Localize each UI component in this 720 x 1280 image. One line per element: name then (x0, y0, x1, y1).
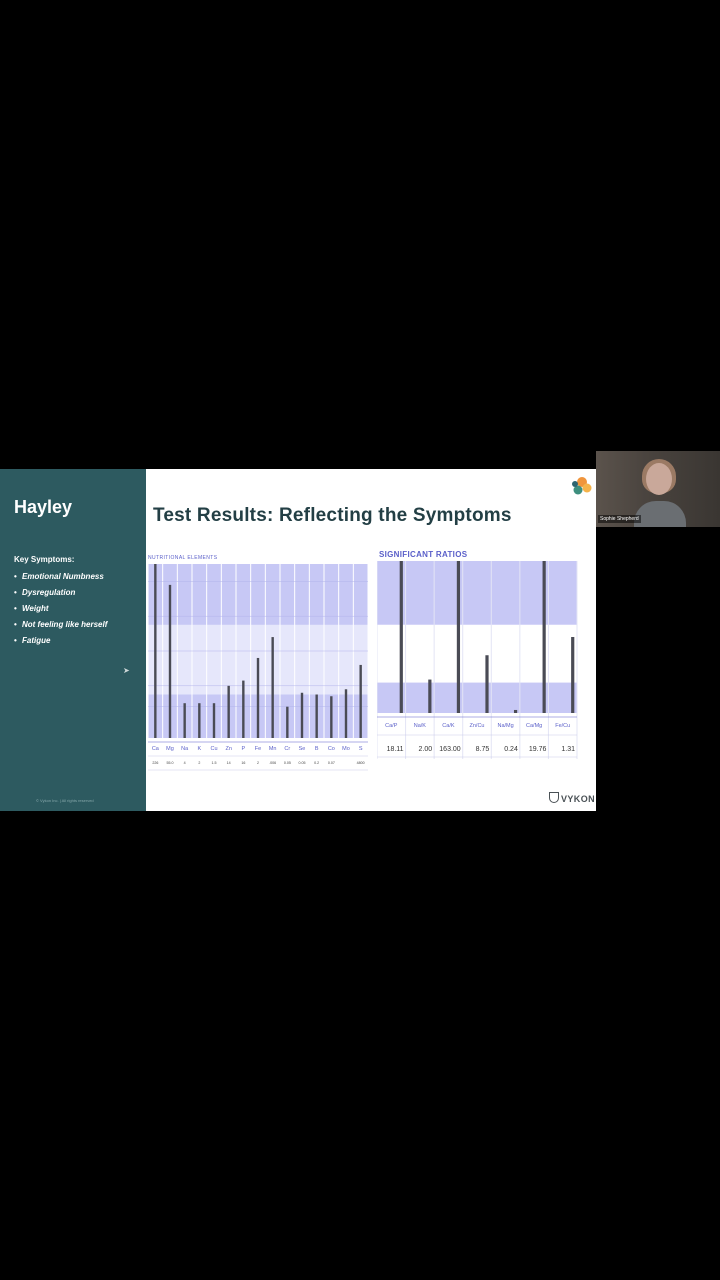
chart-value-label: 55.0 (166, 761, 174, 765)
chart-value-label: 2 (198, 761, 201, 765)
chart-band (377, 561, 577, 625)
shield-icon (549, 792, 559, 803)
chart-category-label: Na (181, 746, 189, 752)
chart-value-label: 0.05 (298, 761, 306, 765)
nutritional-elements-title: NUTRITIONAL ELEMENTS (148, 555, 218, 561)
significant-ratios-title: SIGNIFICANT RATIOS (379, 550, 468, 559)
chart-band (148, 564, 368, 625)
chart-bar (359, 665, 361, 738)
chart-bar (271, 637, 273, 738)
chart-category-label: Ca (151, 746, 159, 752)
chart-category-label: Fe (254, 746, 262, 752)
symptom-item: • Emotional Numbness (14, 572, 104, 581)
chart-bar (301, 693, 303, 738)
chart-category-label: Mo (342, 746, 350, 752)
chart-bar (198, 703, 200, 738)
chart-category-label: Mn (268, 746, 277, 752)
chart-value-label: 0.07 (327, 761, 335, 765)
chart-band (377, 625, 577, 683)
chart-category-label: P (241, 746, 246, 752)
chart-category-label: Na/K (413, 723, 426, 729)
chart-value-label: 1.31 (561, 746, 575, 753)
chart-bar (485, 655, 488, 713)
patient-name: Hayley (14, 497, 73, 517)
chart-value-label: 0.2 (314, 761, 320, 765)
participant-video-tile[interactable] (596, 451, 720, 527)
chart-value-label: 2 (257, 761, 259, 765)
brand-logo-icon (570, 475, 592, 497)
chart-value-label: 2.00 (418, 746, 433, 753)
slide-sidebar (0, 469, 146, 811)
chart-category-label: Mg (166, 746, 174, 752)
chart-band (377, 683, 577, 713)
chart-value-label: 8.75 (475, 746, 490, 753)
chart-value-label: 4 (183, 761, 186, 765)
chart-value-label: 14 (226, 761, 231, 765)
chart-category-label: Na/Mg (497, 723, 514, 729)
chart-bar (286, 707, 288, 738)
chart-category-label: Cu (210, 746, 218, 752)
chart-value-label: 19.76 (528, 746, 547, 753)
symptom-list (14, 572, 107, 652)
participant-name-label: Sophie Shepherd (600, 516, 639, 522)
mouse-cursor-icon: ➤ (123, 666, 130, 675)
chart-bar (227, 686, 229, 738)
symptom-item: • Fatigue (14, 636, 51, 645)
chart-value-label: 1.5 (211, 761, 217, 765)
chart-bar (514, 710, 517, 713)
chart-bar (183, 703, 185, 738)
chart-category-label: Se (298, 746, 306, 752)
chart-bar (315, 695, 317, 739)
chart-category-label: S (358, 746, 363, 752)
chart-value-label: 18.11 (386, 746, 404, 753)
chart-category-label: Ca/K (442, 723, 455, 729)
chart-bar (213, 703, 215, 738)
chart-value-label: .006 (269, 761, 277, 765)
chart-category-label: Fe/Cu (555, 723, 571, 729)
chart-bar (428, 680, 431, 713)
chart-category-label: Cr (284, 746, 291, 752)
chart-bar (543, 561, 546, 713)
chart-category-label: Zn (225, 746, 232, 752)
chart-bar (330, 696, 332, 738)
key-symptoms-label: Key Symptoms: (14, 555, 75, 564)
chart-value-label: 16 (241, 761, 246, 765)
chart-category-label: Co (327, 746, 335, 752)
nutritional-elements-chart (148, 564, 370, 786)
chart-bar (457, 561, 460, 713)
chart-category-label: Ca/P (385, 723, 398, 729)
chart-bar (154, 564, 156, 738)
chart-bar (345, 689, 347, 738)
brand-wordmark: VYKON (549, 792, 595, 804)
chart-value-label: 226 (152, 761, 159, 765)
chart-bar (571, 637, 574, 713)
symptom-item: • Weight (14, 604, 49, 613)
slide-title: Test Results: Reflecting the Symptoms (153, 505, 512, 526)
chart-value-label: 163.00 (439, 746, 461, 753)
chart-category-label: B (314, 746, 319, 752)
chart-bar (257, 658, 259, 738)
chart-value-label: 0.24 (504, 746, 518, 753)
chart-category-label: K (197, 746, 202, 752)
symptom-item: • Not feeling like herself (14, 620, 108, 629)
copyright-footnote: © Vykon Inc. | All rights reserved (36, 798, 94, 803)
symptom-item: • Dysregulation (14, 588, 76, 597)
chart-value-label: 4800 (356, 761, 365, 765)
presentation-slide (0, 469, 596, 811)
chart-bar (242, 681, 244, 738)
chart-bar (169, 585, 171, 738)
chart-category-label: Zn/Cu (469, 723, 485, 729)
significant-ratios-chart (377, 561, 579, 791)
chart-value-label: 0.05 (283, 761, 291, 765)
participant-face (646, 463, 672, 495)
chart-category-label: Ca/Mg (526, 723, 543, 729)
chart-bar (400, 561, 403, 713)
